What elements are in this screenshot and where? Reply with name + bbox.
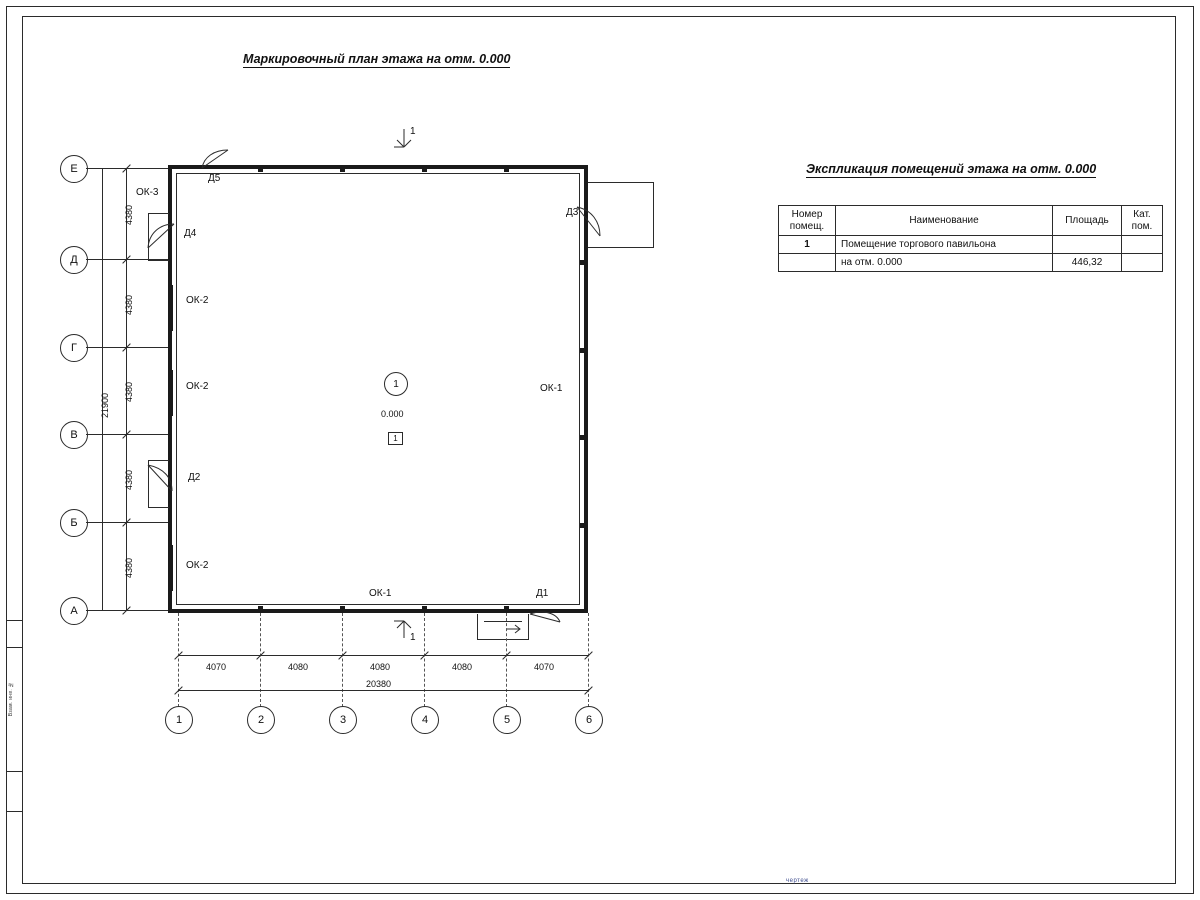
annex-top-right: [588, 182, 654, 183]
column-mark: [504, 167, 509, 172]
column-mark: [580, 260, 585, 265]
room-level-label: 0.000: [381, 409, 404, 419]
dim-horizontal-total: 20380: [366, 679, 392, 689]
dim-vertical-1: 4380: [124, 204, 134, 225]
label-ok1-bottom: ОК-1: [369, 588, 392, 599]
annex-top-left-2: [148, 460, 169, 461]
header-category: Кат. пом.: [1122, 206, 1163, 236]
stamp-label: Взам. инв. №: [8, 681, 14, 717]
axis-bubble-d: Д: [60, 246, 88, 274]
label-ok2-c: ОК-2: [186, 560, 209, 571]
column-mark: [580, 523, 585, 528]
axis-dash-4: [424, 613, 425, 707]
label-ok3: ОК-3: [136, 187, 159, 198]
door-swing-d2: [146, 463, 180, 497]
column-mark: [580, 435, 585, 440]
axis-bubble-a: А: [60, 597, 88, 625]
label-ok2-b: ОК-2: [186, 381, 209, 392]
entrance-left: [477, 614, 478, 640]
axis-bubble-3: 3: [329, 706, 357, 734]
axis-dash-2: [260, 613, 261, 707]
table-row: [779, 254, 1163, 272]
dim-vertical-3: 4380: [124, 381, 134, 402]
dim-vertical-5: 4380: [124, 557, 134, 578]
annex-bottom-left-2: [148, 507, 169, 508]
header-number: Номер помещ.: [779, 206, 836, 236]
axis-bubble-v: В: [60, 421, 88, 449]
dimension-line-horizontal: [178, 655, 589, 656]
dim-vertical-4: 4380: [124, 469, 134, 490]
annex-bottom-left: [148, 260, 169, 261]
axis-bubble-4: 4: [411, 706, 439, 734]
cell-category: [1122, 254, 1163, 272]
column-mark: [422, 167, 427, 172]
door-swing-d4: [146, 222, 180, 252]
section-label-bottom: 1: [410, 632, 416, 643]
cell-name: на отм. 0.000: [836, 254, 1053, 272]
axis-dash-3: [342, 613, 343, 707]
cell-area: 446,32: [1053, 254, 1122, 272]
axis-bubble-6: 6: [575, 706, 603, 734]
dim-vertical-2: 4380: [124, 294, 134, 315]
label-ok2-a: ОК-2: [186, 295, 209, 306]
room-category-mark: 1: [388, 432, 403, 445]
axis-bubble-1: 1: [165, 706, 193, 734]
wall-top-inner: [176, 173, 580, 174]
dim-vertical-total: 21900: [100, 392, 110, 418]
column-mark: [340, 167, 345, 172]
cell-number: [779, 254, 836, 272]
window-mark: [170, 285, 173, 331]
annex-right-right: [653, 182, 654, 248]
axis-dash-5: [506, 613, 507, 707]
axis-bubble-b: Б: [60, 509, 88, 537]
entrance-arrow-icon: [505, 622, 523, 636]
label-d3: Д3: [566, 207, 579, 218]
axis-bubble-e: Е: [60, 155, 88, 183]
dim-horizontal-5: 4070: [534, 662, 555, 672]
window-mark: [170, 370, 173, 416]
dim-horizontal-2: 4080: [288, 662, 309, 672]
table-header-row: [779, 206, 1163, 236]
section-label-top: 1: [410, 126, 416, 137]
dim-horizontal-3: 4080: [370, 662, 391, 672]
annex-bottom-right: [588, 247, 654, 248]
room-number-bubble: 1: [384, 372, 408, 396]
axis-bubble-2: 2: [247, 706, 275, 734]
header-name: Наименование: [836, 206, 1053, 236]
axis-dash-1: [178, 613, 179, 707]
column-mark: [580, 348, 585, 353]
door-swing-d3: [576, 206, 612, 246]
table-row: [779, 236, 1163, 254]
cell-category: [1122, 236, 1163, 254]
window-mark-bottom: [258, 610, 508, 613]
plan-title: Маркировочный план этажа на отм. 0.000: [243, 52, 511, 66]
bottom-note: чертеж: [786, 878, 809, 884]
explication-title: Экспликация помещений этажа на отм. 0.000: [806, 162, 1097, 176]
door-swing-d1: [528, 600, 564, 626]
axis-bubble-g: Г: [60, 334, 88, 362]
explication-table: [778, 205, 1163, 272]
dim-horizontal-4: 4080: [452, 662, 473, 672]
cell-area: [1053, 236, 1122, 254]
label-d2: Д2: [188, 472, 201, 483]
column-mark: [258, 167, 263, 172]
sheet-frame-inner: [22, 16, 1176, 884]
dimension-line-horizontal-total: [178, 690, 589, 691]
entrance-bottom: [477, 639, 529, 640]
cell-name: Помещение торгового павильона: [836, 236, 1053, 254]
label-d5: Д5: [208, 173, 221, 184]
label-d4: Д4: [184, 228, 197, 239]
window-mark: [170, 545, 173, 591]
door-swing-d5: [198, 148, 232, 172]
dim-horizontal-1: 4070: [206, 662, 227, 672]
axis-dash-6: [588, 613, 589, 707]
wall-bottom-inner: [176, 604, 580, 605]
cell-number: 1: [779, 236, 836, 254]
label-d1: Д1: [536, 588, 549, 599]
header-area: Площадь: [1053, 206, 1122, 236]
label-ok1-right: ОК-1: [540, 383, 563, 394]
title-block-left-column: [6, 620, 22, 893]
axis-bubble-5: 5: [493, 706, 521, 734]
annex-top-left: [148, 213, 169, 214]
dimension-line-vertical-total: [102, 168, 103, 611]
